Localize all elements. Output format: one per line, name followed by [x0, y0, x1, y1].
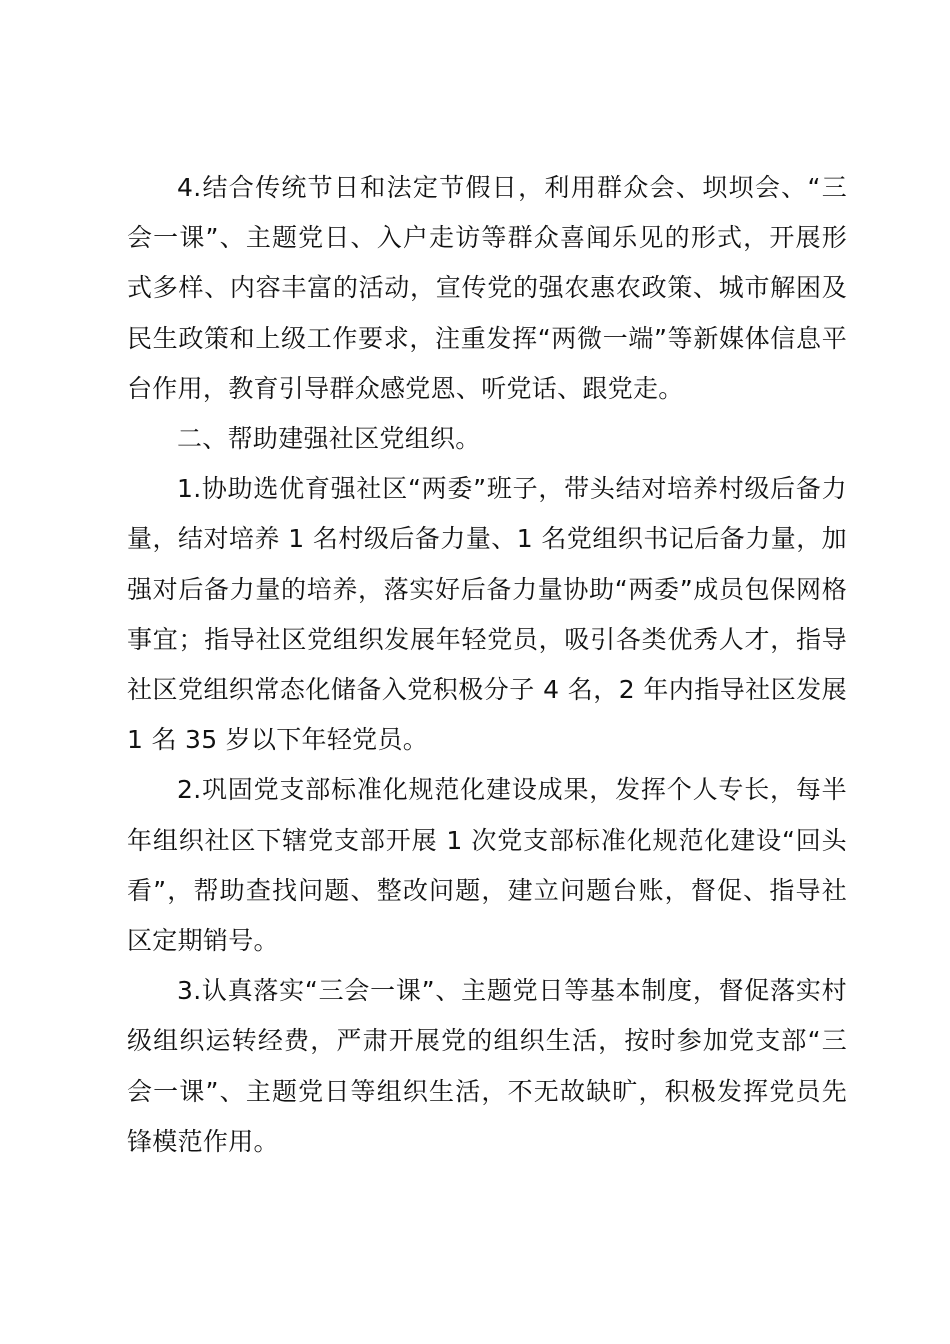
paragraph-item-2-standardization: 2.巩固党支部标准化规范化建设成果，发挥个人专长，每半年组织社区下辖党支部开展 1 次党支部标准化规范化建设“回头看”，帮助查找问题、整改问题，建立问题台账，督促、指导社区定期销号。 [127, 775, 847, 956]
paragraph-item-1-reserve-cadres: 1.协助选优育强社区“两委”班子，带头结对培养村级后备力量，结对培养 1 名村级后备力量、1 名党组织书记后备力量，加强对后备力量的培养，落实好后备力量协助“两委”成员包保网格事宜；指导社区党组织发展年轻党员，吸引各类优秀人才，指导社区党组织常态化储备入党积极分子 4 名，2 年内指导社区发展 1 名 35 岁以下年轻党员。 [127, 474, 847, 755]
section-heading-strengthen-community-party-organization: 二、帮助建强社区党组织。 [177, 424, 481, 454]
paragraph-item-4-publicity: 4.结合传统节日和法定节假日，利用群众会、坝坝会、“三会一课”、主题党日、入户走访等群众喜闻乐见的形式，开展形式多样、内容丰富的活动，宣传党的强农惠农政策、城市解困及民生政策和上级工作要求，注重发挥“两微一端”等新媒体信息平台作用，教育引导群众感党恩、听党话、跟党走。 [127, 173, 847, 403]
paragraph-item-3-organizational-life: 3.认真落实“三会一课”、主题党日等基本制度，督促落实村级组织运转经费，严肃开展党的组织生活，按时参加党支部“三会一课”、主题党日等组织生活，不无故缺旷，积极发挥党员先锋模范作用。 [127, 976, 847, 1156]
document-body [127, 163, 847, 1167]
